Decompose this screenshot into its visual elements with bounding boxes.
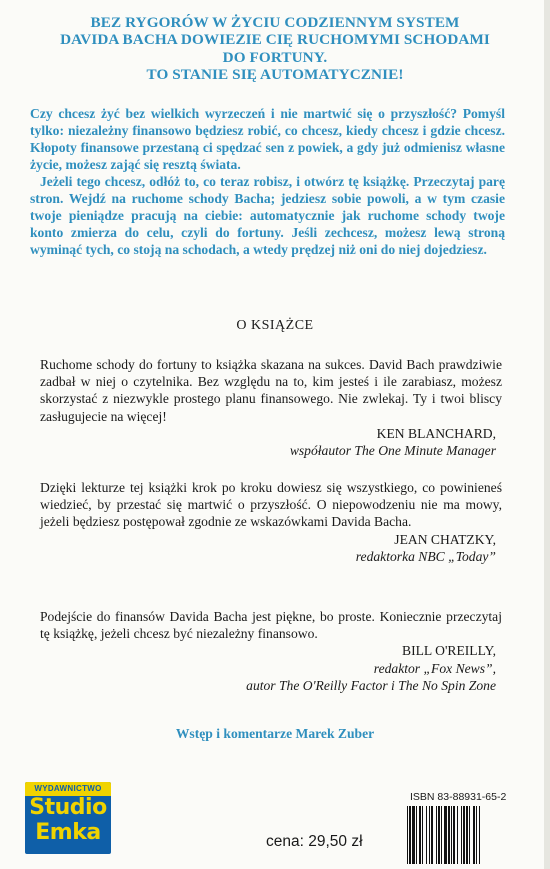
headline-line: BEZ RYGORÓW W ŻYCIU CODZIENNYM SYSTEM (90, 14, 460, 31)
headline (40, 14, 510, 84)
review-role: współautor The One Minute Manager (289, 443, 496, 459)
barcode-icon (405, 806, 505, 864)
review-text: Podejście do finansów Davida Bacha jest piękne, bo proste. Koniecznie przeczytaj tę książkę, jeżeli chcesz być niezależny finansowo. (40, 609, 502, 642)
headline-line: DAVIDA BACHA DOWIEZIE CIĘ RUCHOMYMI SCHODAMI (60, 31, 490, 49)
headline-line: TO STANIE SIĘ AUTOMATYCZNIE! (146, 66, 404, 84)
review-author: BILL O'REILLY, (402, 643, 496, 659)
review-author: JEAN CHATZKY, (394, 531, 496, 547)
headline-line: DO FORTUNY. (222, 48, 328, 66)
intro-text (30, 105, 505, 258)
review-role: redaktorka NBC „Today” (355, 548, 496, 564)
intro-paragraph: Czy chcesz żyć bez wielkich wyrzeczeń i nie martwić się o przyszłość? Pomyśl tylko: niezależny finansowo będziesz robić, co chcesz, kiedy chcesz i gdzie chcesz. Kłopoty finansowe przestaną ci spędzać sen z powiek, a gdy już odmienisz własne życie, możesz zająć się resztą świata. (30, 106, 505, 172)
isbn: ISBN 83-88931-65-2 (410, 791, 507, 803)
section-title: O KSIĄŻCE (236, 318, 314, 333)
intro-paragraph: Jeżeli tego chcesz, odłóż to, co teraz robisz, i otwórz tę książkę. Przeczytaj parę stron. Wejdź na ruchome schody Bacha; jedziesz sobie powoli, a w tym czasie twoje pieniądze pracują na ciebie: automatycznie jak ruchome schody twoje konto zmierza do celu, czyli do fortuny. Jeśli zechcesz, możesz lewą stroną wyminąć tych, co stoją na schodach, a wtedy prędzej niż oni do niej dojedziesz. (30, 174, 505, 257)
publisher-band: WYDAWNICTWO (25, 782, 111, 796)
review-author: KEN BLANCHARD, (376, 425, 496, 441)
review-role: redaktor „Fox News”, (373, 660, 496, 676)
publisher-word: Studio (29, 795, 107, 820)
review-chatzky (40, 479, 502, 565)
credits: Wstęp i komentarze Marek Zuber (175, 726, 375, 741)
review-oreilly (40, 608, 502, 694)
publisher-word: Emka (35, 820, 101, 845)
price: cena: 29,50 zł (266, 833, 363, 850)
publisher-logo (25, 782, 111, 854)
review-text: Dzięki lekturze tej książki krok po kroku dowiesz się wszystkiego, co powinieneś wiedzieć, by przestać się martwić o przyszłość. O niepowodzeniu nie ma mowy, jeżeli będziesz postępował zgodnie ze wskazówkami Davida Bacha. (40, 480, 502, 530)
review-blanchard (40, 356, 502, 459)
review-text: Ruchome schody do fortuny to książka skazana na sukces. David Bach prawdziwie zadbał w niej o czytelnika. Bez względu na to, kim jesteś i ile zarabiasz, możesz skorzystać z niezwykle prostego planu finansowego. Nie zwlekaj. Ty i twoi bliscy zasługujecie na więcej! (40, 357, 502, 424)
review-role: autor The O'Reilly Factor i The No Spin Zone (246, 677, 496, 693)
